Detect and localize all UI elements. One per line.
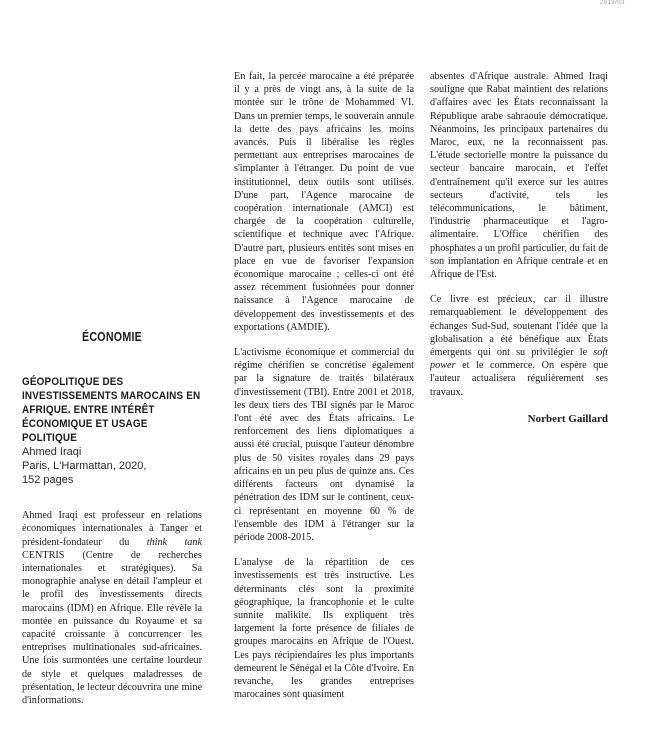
book-meta — [22, 445, 202, 487]
review-paragraph: absentes d'Afrique australe. Ahmed Iraqi souligne que Rabat maintient des relations d'affaires avec les États reconnaissant la République arabe sahraouie démocratique. Néanmoins, les principaux partenaires du Maroc, eux, ne la reconnaissent pas. L'étude sectorielle montre la puissance du secteur bancaire marocain, et l'effet d'entraînement qu'il exerce sur les autres secteurs d'activité, tels les télécommunications, le bâtiment, l'industrie pharmaceutique et l'agro-alimentaire. L'Office chérifien des phosphates a un profil particulier, du fait de son implantation en Afrique centrale et en Afrique de l'Est. — [430, 71, 608, 281]
book-author: Ahmed Iraqi — [22, 446, 82, 459]
review-paragraph: L'analyse de la répartition de ces investissements est très instructive. Les déterminants clés sont la proximité géographique, la francophonie et le culte sunnite malikite. Ils expliquent très largement la forte présence de filiales de groupes marocains en Afrique de l'Ouest. Les pays récipiendaires les plus importants demeurent le Sénégal et la Côte d'Ivoire. En revanche, les grandes entreprises marocaines sont quasiment — [234, 557, 414, 701]
text-run: et le commerce. On espère que l'auteur actualisera régulièrement ses travaux. — [430, 360, 608, 398]
text-run-italic: soft power — [430, 347, 608, 372]
section-label: ÉCONOMIE — [81, 329, 143, 344]
review-paragraph: L'activisme économique et commercial du régime chérifien se concrétise également par la signature de traités bilatéraux d'investissement (TBI). Entre 2001 et 2018, les deux tiers des TBI signés par le Maroc l'ont été avec des États africains. Le renforcement des liens diplomatiques a aussi été crucial, puisque l'auteur dénombre plus de 50 visites royales dans 29 pays africains en un peu plus de quinze ans. Ces différents facteurs ont dynamisé la pénétration des IDM sur le continent, ceux-ci représentant en moyenne 60 % de l'ensemble des IDM à l'étranger sur la période 2008-2015. — [234, 347, 414, 543]
review-paragraph: En fait, la percée marocaine a été préparée il y a près de vingt ans, à la suite de la montée sur le trône de Mohammed VI. Dans un premier temps, le souverain annule la dette des pays africains les moins avancés. Puis il libéralise les règles permettant aux entreprises marocaines de s'implanter à l'étranger. Du point de vue institutionnel, deux outils sont utilisés. D'une part, l'Agence marocaine de coopération internationale (AMCI) est chargée de la coopération culturelle, scientifique et technique avec l'Afrique. D'autre part, plusieurs entités sont mises en place en vue de favoriser l'expansion économique marocaine ; celles-ci ont été assez récemment fusionnées pour donner naissance à l'Agence marocaine de développement des investissements et des exportations (AMDIE). — [234, 71, 414, 333]
text-run: Ahmed Iraqi est professeur en relations économiques internationales à Tanger et président-fondateur du — [22, 510, 202, 548]
review-paragraph — [22, 509, 202, 707]
reviewer-signature: Norbert Gaillard — [527, 412, 608, 425]
book-title: GÉOPOLITIQUE DES INVESTISSEMENTS MAROCAINS EN AFRIQUE. ENTRE INTÉRÊT ÉCONOMIQUE ET USAGE POLITIQUE — [22, 376, 201, 445]
book-pages: 152 pages — [22, 474, 74, 487]
text-run-italic: think tank — [146, 536, 202, 548]
book-publisher: Paris, L'Harmattan, 2020, — [22, 460, 147, 473]
text-run: Ce livre est précieux, car il illustre remarquablement le développement des échanges Sud-Sud, soutenant l'idée que la globalisation a été bénéfique aux États émergents qui ont su privilégier le — [430, 294, 608, 359]
page-folio: 2019/03 — [599, 0, 625, 6]
middle-column — [234, 70, 414, 713]
text-run: CENTRIS (Centre de recherches internationales et stratégiques). Sa monographie analyse en détail l'ampleur et le profil des investissements directs marocains (IDM) en Afrique. Elle révèle la montée en puissance du Royaume et sa capacité croissante à concurrencer les entreprises multinationales sud-africaines. Une fois surmontées une certaine lourdeur de style et quelques maladresses de présentation, le lecteur découvrira une mine d'informations. — [22, 549, 202, 707]
review-paragraph — [430, 293, 608, 399]
right-column — [430, 70, 608, 426]
left-column — [22, 330, 202, 719]
